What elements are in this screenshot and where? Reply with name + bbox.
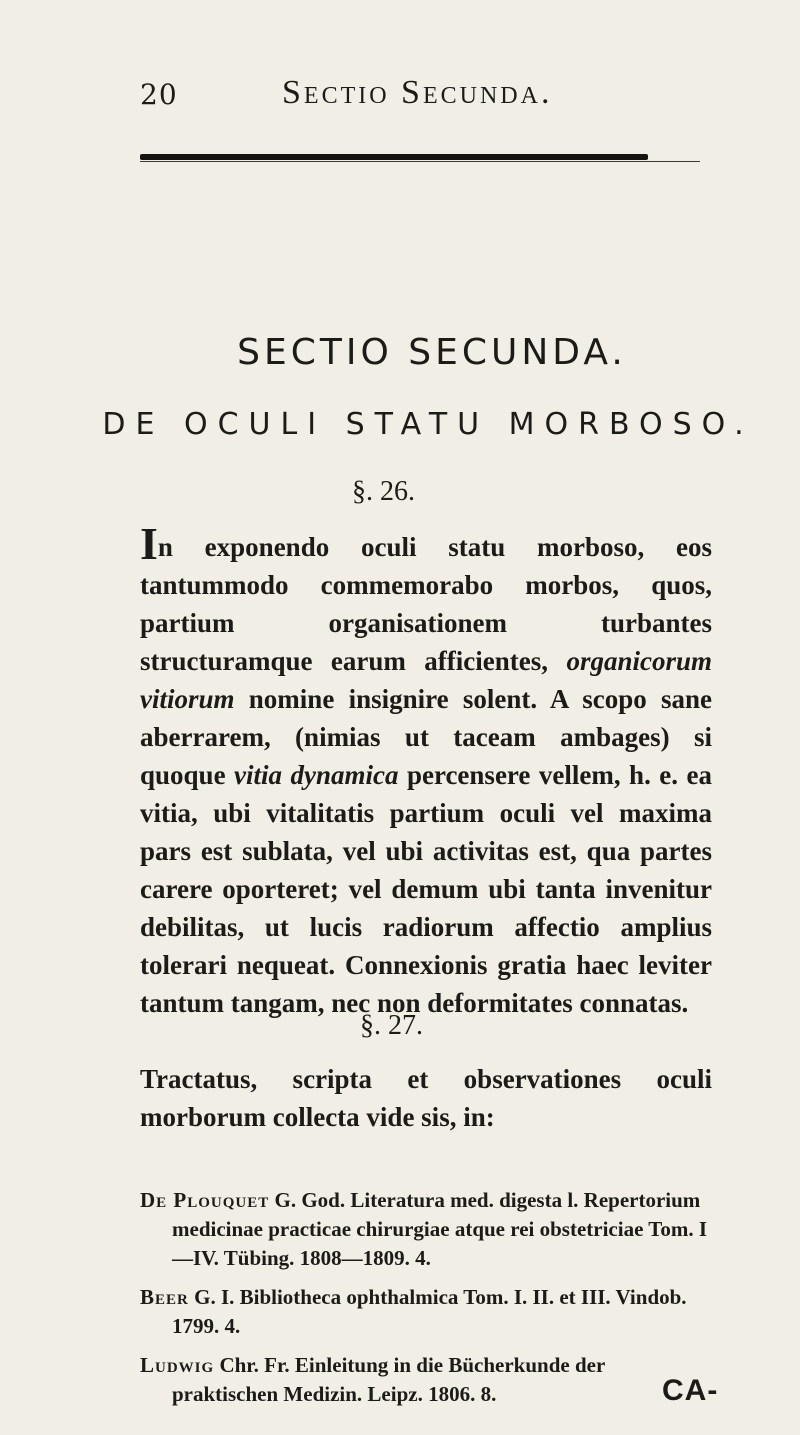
reference-author: Beer [140,1285,189,1309]
section-subtitle: DE OCULI STATU MORBOSO. [102,407,754,442]
reference-text: G. I. Bibliotheca ophthalmica Tom. I. II. et III. Vindob. 1799. 4. [172,1285,687,1338]
paragraph-mark-27: §. 27. [360,1010,423,1041]
reference-list [140,1186,715,1419]
paragraph-27-text: Tractatus, scripta et observationes oculi morborum collecta vide sis, in: [140,1064,712,1132]
header-rule-thin [140,161,700,162]
paragraph-26-part-b: nomine insignire solent. A scopo sane aberrarem, (nimias ut taceam ambages) si quoque [140,684,712,790]
reference-item [140,1283,715,1341]
paragraph-26-text [140,518,712,1022]
paragraph-26-italic-b: vitia dynamica [234,760,399,790]
page-number: 20 [140,78,178,111]
drop-cap: I [140,518,158,569]
reference-author: De Plouquet [140,1188,270,1212]
running-title: Sectio Secunda. [282,74,553,111]
running-header [0,70,800,110]
reference-item [140,1186,715,1273]
paragraph-mark-26: §. 26. [352,476,415,507]
reference-text: Chr. Fr. Einleitung in die Bücherkunde der praktischen Medizin. Leipz. 1806. 8. [172,1353,605,1406]
header-rule [140,154,648,160]
reference-item [140,1351,715,1409]
paragraph-26-italic-a: organicorum vitiorum [140,646,712,714]
reference-text: G. God. Literatura med. digesta l. Repertorium medicinae practicae chirurgiae atque rei obstetriciae Tom. I—IV. Tübing. 1808—1809. 4. [172,1188,708,1270]
paragraph-26-part-c: percensere vellem, h. e. ea vitia, ubi vitalitatis partium oculi vel maxima pars est sublata, vel ubi activitas est, qua partes carere oporteret; vel demum ubi tanta invenitur debilitas, ut lucis radiorum affectio amplius tolerari nequeat. Connexionis gratia haec leviter tantum tangam, nec non deformitates connatas. [140,760,712,1018]
catchword: CA- [662,1374,719,1407]
paragraph-26-part-a: n exponendo oculi statu morboso, eos tantummodo commemorabo morbos, quos, partium organisationem turbantes structuramque earum afficientes, [140,532,712,676]
reference-author: Ludwig [140,1353,215,1377]
section-title: SECTIO SECUNDA. [237,332,627,373]
